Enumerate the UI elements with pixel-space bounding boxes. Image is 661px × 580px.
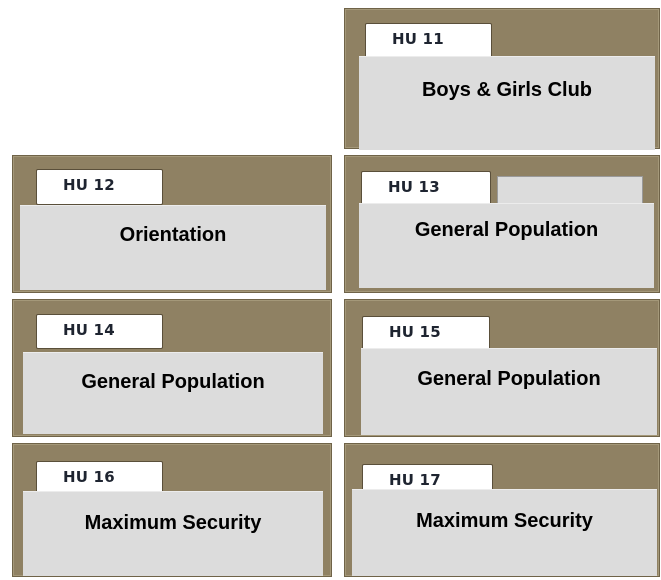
hu13-label: General Population [359,203,654,288]
housing-unit-hu12 [12,155,332,293]
hu16-label: Maximum Security [23,491,323,576]
hu12-label: Orientation [20,205,326,290]
hu11-label: Boys & Girls Club [359,56,655,150]
hu14-label: General Population [23,352,323,434]
hu11-tab: HU 11 [365,23,492,59]
housing-unit-hu11 [344,8,660,149]
hu13-tab: HU 13 [361,171,491,206]
housing-unit-hu13 [344,155,660,293]
housing-unit-hu17 [344,443,660,577]
hu14-tab: HU 14 [36,314,163,349]
hu15-tab: HU 15 [362,316,490,351]
housing-unit-hu15 [344,299,660,437]
hu15-label: General Population [361,348,657,435]
housing-unit-hu16 [12,443,332,577]
hu16-tab: HU 16 [36,461,163,496]
hu13-extra-tab [497,176,643,206]
housing-unit-hu14 [12,299,332,437]
hu17-tab: HU 17 [362,464,493,499]
hu17-label: Maximum Security [352,489,657,576]
hu12-tab: HU 12 [36,169,163,205]
